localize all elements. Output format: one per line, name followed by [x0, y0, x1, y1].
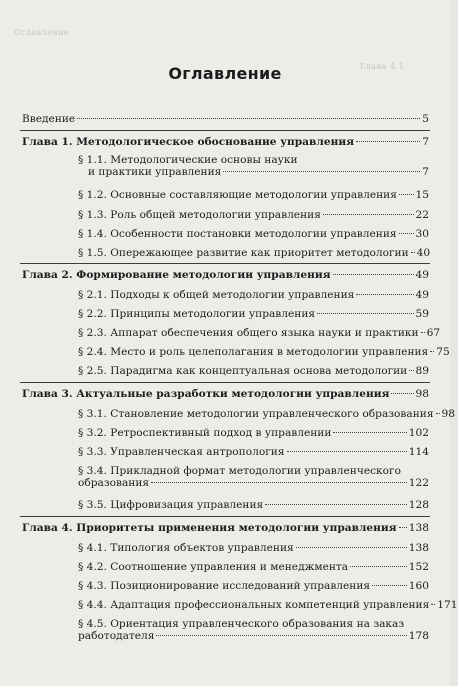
toc-entry-label: § 2.2. Принципы методологии управления [78, 308, 316, 320]
leader-dots [436, 413, 440, 414]
leader-dots [430, 351, 434, 352]
page-title: Оглавление [168, 64, 282, 83]
leader-dots [391, 393, 413, 394]
toc-page-number: 59 [415, 308, 429, 320]
leader-dots [356, 141, 420, 142]
leader-dots [409, 370, 413, 371]
toc-entry-label: § 3.3. Управленческая антропология [78, 446, 285, 458]
toc-entry-label: § 4.2. Соотношение управления и менеджмента [78, 561, 349, 573]
toc-entry-4-3[interactable] [78, 580, 429, 592]
leader-dots [151, 482, 407, 483]
toc-page-number: 171 [437, 599, 458, 611]
bleed-through-text: Оглавление [14, 28, 70, 37]
toc-page-number: 138 [408, 542, 429, 554]
toc-page-number: 49 [415, 289, 429, 301]
toc-entry-intro[interactable] [22, 113, 429, 125]
leader-dots [356, 294, 413, 295]
toc-entry-label: § 1.1. Методологические основы науки [78, 154, 298, 166]
toc-page-number: 22 [415, 209, 429, 221]
toc-entry-label: Введение [22, 113, 76, 125]
leader-dots [323, 214, 414, 215]
toc-entry-label: § 1.2. Основные составляющие методологии управления [78, 189, 397, 201]
leader-dots [411, 252, 415, 253]
leader-dots [372, 585, 407, 586]
toc-entry-1-2[interactable] [78, 189, 429, 201]
toc-page-number: 122 [408, 477, 429, 489]
toc-entry-label: Глава 3. Актуальные разработки методологии управления [22, 388, 390, 400]
leader-dots [265, 504, 407, 505]
section-divider [20, 516, 430, 517]
toc-entry-label: § 3.2. Ретроспективный подход в управлении [78, 427, 332, 439]
toc-entry-1-3[interactable] [78, 209, 429, 221]
leader-dots [296, 547, 407, 548]
toc-entry-3-1[interactable] [78, 408, 455, 420]
toc-entry-2-5[interactable] [78, 365, 429, 377]
toc-page-number: 30 [415, 228, 429, 240]
toc-page-number: 89 [415, 365, 429, 377]
toc-entry-label-continued: образования [78, 477, 150, 489]
toc-entry-4-1[interactable] [78, 542, 429, 554]
toc-entry-label: Глава 2. Формирование методологии управления [22, 269, 331, 281]
leader-dots [431, 604, 435, 605]
section-divider [20, 382, 430, 383]
toc-entry-1-5[interactable] [78, 247, 429, 259]
toc-entry-label: § 1.3. Роль общей методологии управления [78, 209, 321, 221]
section-divider [20, 130, 430, 131]
section-divider [20, 263, 430, 264]
toc-page-number: 75 [436, 346, 450, 358]
toc-entry-4-2[interactable] [78, 561, 429, 573]
toc-page-number: 114 [408, 446, 429, 458]
toc-page-number: 178 [408, 630, 429, 642]
toc-page-number: 98 [441, 408, 455, 420]
toc-entry-label: § 4.4. Адаптация профессиональных компетенций управления [78, 599, 430, 611]
leader-dots [77, 118, 420, 119]
leader-dots [156, 635, 406, 636]
leader-dots [350, 566, 407, 567]
bleed-through-text: Глава 4.1 [360, 62, 405, 71]
toc-entry-2-2[interactable] [78, 308, 429, 320]
toc-entry-label: Глава 4. Приоритеты применения методологии управления [22, 522, 397, 534]
toc-entry-4-5[interactable] [78, 618, 429, 642]
toc-page-number: 7 [422, 136, 429, 148]
toc-entry-label: § 4.1. Типология объектов управления [78, 542, 294, 554]
toc-entry-3-3[interactable] [78, 446, 429, 458]
leader-dots [421, 332, 425, 333]
toc-entry-label: § 1.4. Особенности постановки методологии управления [78, 228, 397, 240]
toc-page-number: 138 [408, 522, 429, 534]
toc-entry-1-1[interactable] [78, 154, 429, 178]
toc-entry-label: § 3.4. Прикладной формат методологии управленческого [78, 465, 401, 477]
toc-chapter-4[interactable] [22, 522, 429, 534]
toc-page-number: 7 [422, 166, 429, 178]
toc-entry-label: Глава 1. Методологическое обоснование управления [22, 136, 355, 148]
toc-chapter-2[interactable] [22, 269, 429, 281]
toc-page-number: 98 [415, 388, 429, 400]
toc-page-number: 67 [426, 327, 441, 339]
leader-dots [287, 451, 407, 452]
toc-entry-label: § 2.3. Аппарат обеспечения общего языка науки и практики [78, 327, 419, 339]
toc-chapter-1[interactable] [22, 136, 429, 148]
toc-entry-label: § 1.5. Опережающее развитие как приоритет методологии [78, 247, 409, 259]
toc-entry-label: § 3.1. Становление методологии управленческого образования [78, 408, 434, 420]
leader-dots [223, 171, 420, 172]
leader-dots [333, 432, 406, 433]
toc-entry-label: § 4.3. Позиционирование исследований управления [78, 580, 371, 592]
toc-entry-label-continued: работодателя [78, 630, 155, 642]
toc-entry-1-4[interactable] [78, 228, 429, 240]
toc-page-number: 5 [422, 113, 429, 125]
toc-entry-3-2[interactable] [78, 427, 429, 439]
toc-page-number: 152 [408, 561, 429, 573]
leader-dots [333, 274, 414, 275]
toc-entry-label: § 4.5. Ориентация управленческого образования на заказ [78, 618, 405, 630]
toc-page-number: 160 [408, 580, 429, 592]
toc-chapter-3[interactable] [22, 388, 429, 400]
toc-entry-2-3[interactable] [78, 327, 441, 339]
leader-dots [399, 527, 407, 528]
leader-dots [399, 233, 414, 234]
toc-entry-3-4[interactable] [78, 465, 429, 489]
leader-dots [317, 313, 413, 314]
toc-page-number: 15 [415, 189, 429, 201]
toc-page-number: 40 [416, 247, 431, 259]
toc-entry-4-4[interactable] [78, 599, 458, 611]
toc-entry-label: § 2.4. Место и роль целеполагания в методологии управления [78, 346, 429, 358]
toc-entry-3-5[interactable] [78, 499, 429, 511]
toc-entry-2-4[interactable] [78, 346, 450, 358]
toc-entry-label: § 2.1. Подходы к общей методологии управления [78, 289, 355, 301]
toc-entry-label: § 3.5. Цифровизация управления [78, 499, 264, 511]
toc-entry-label-continued: и практики управления [88, 166, 222, 178]
toc-entry-label: § 2.5. Парадигма как концептуальная основа методологии [78, 365, 408, 377]
toc-page-number: 102 [408, 427, 429, 439]
leader-dots [399, 194, 414, 195]
toc-page-number: 128 [408, 499, 429, 511]
toc-entry-2-1[interactable] [78, 289, 429, 301]
toc-page-number: 49 [415, 269, 429, 281]
